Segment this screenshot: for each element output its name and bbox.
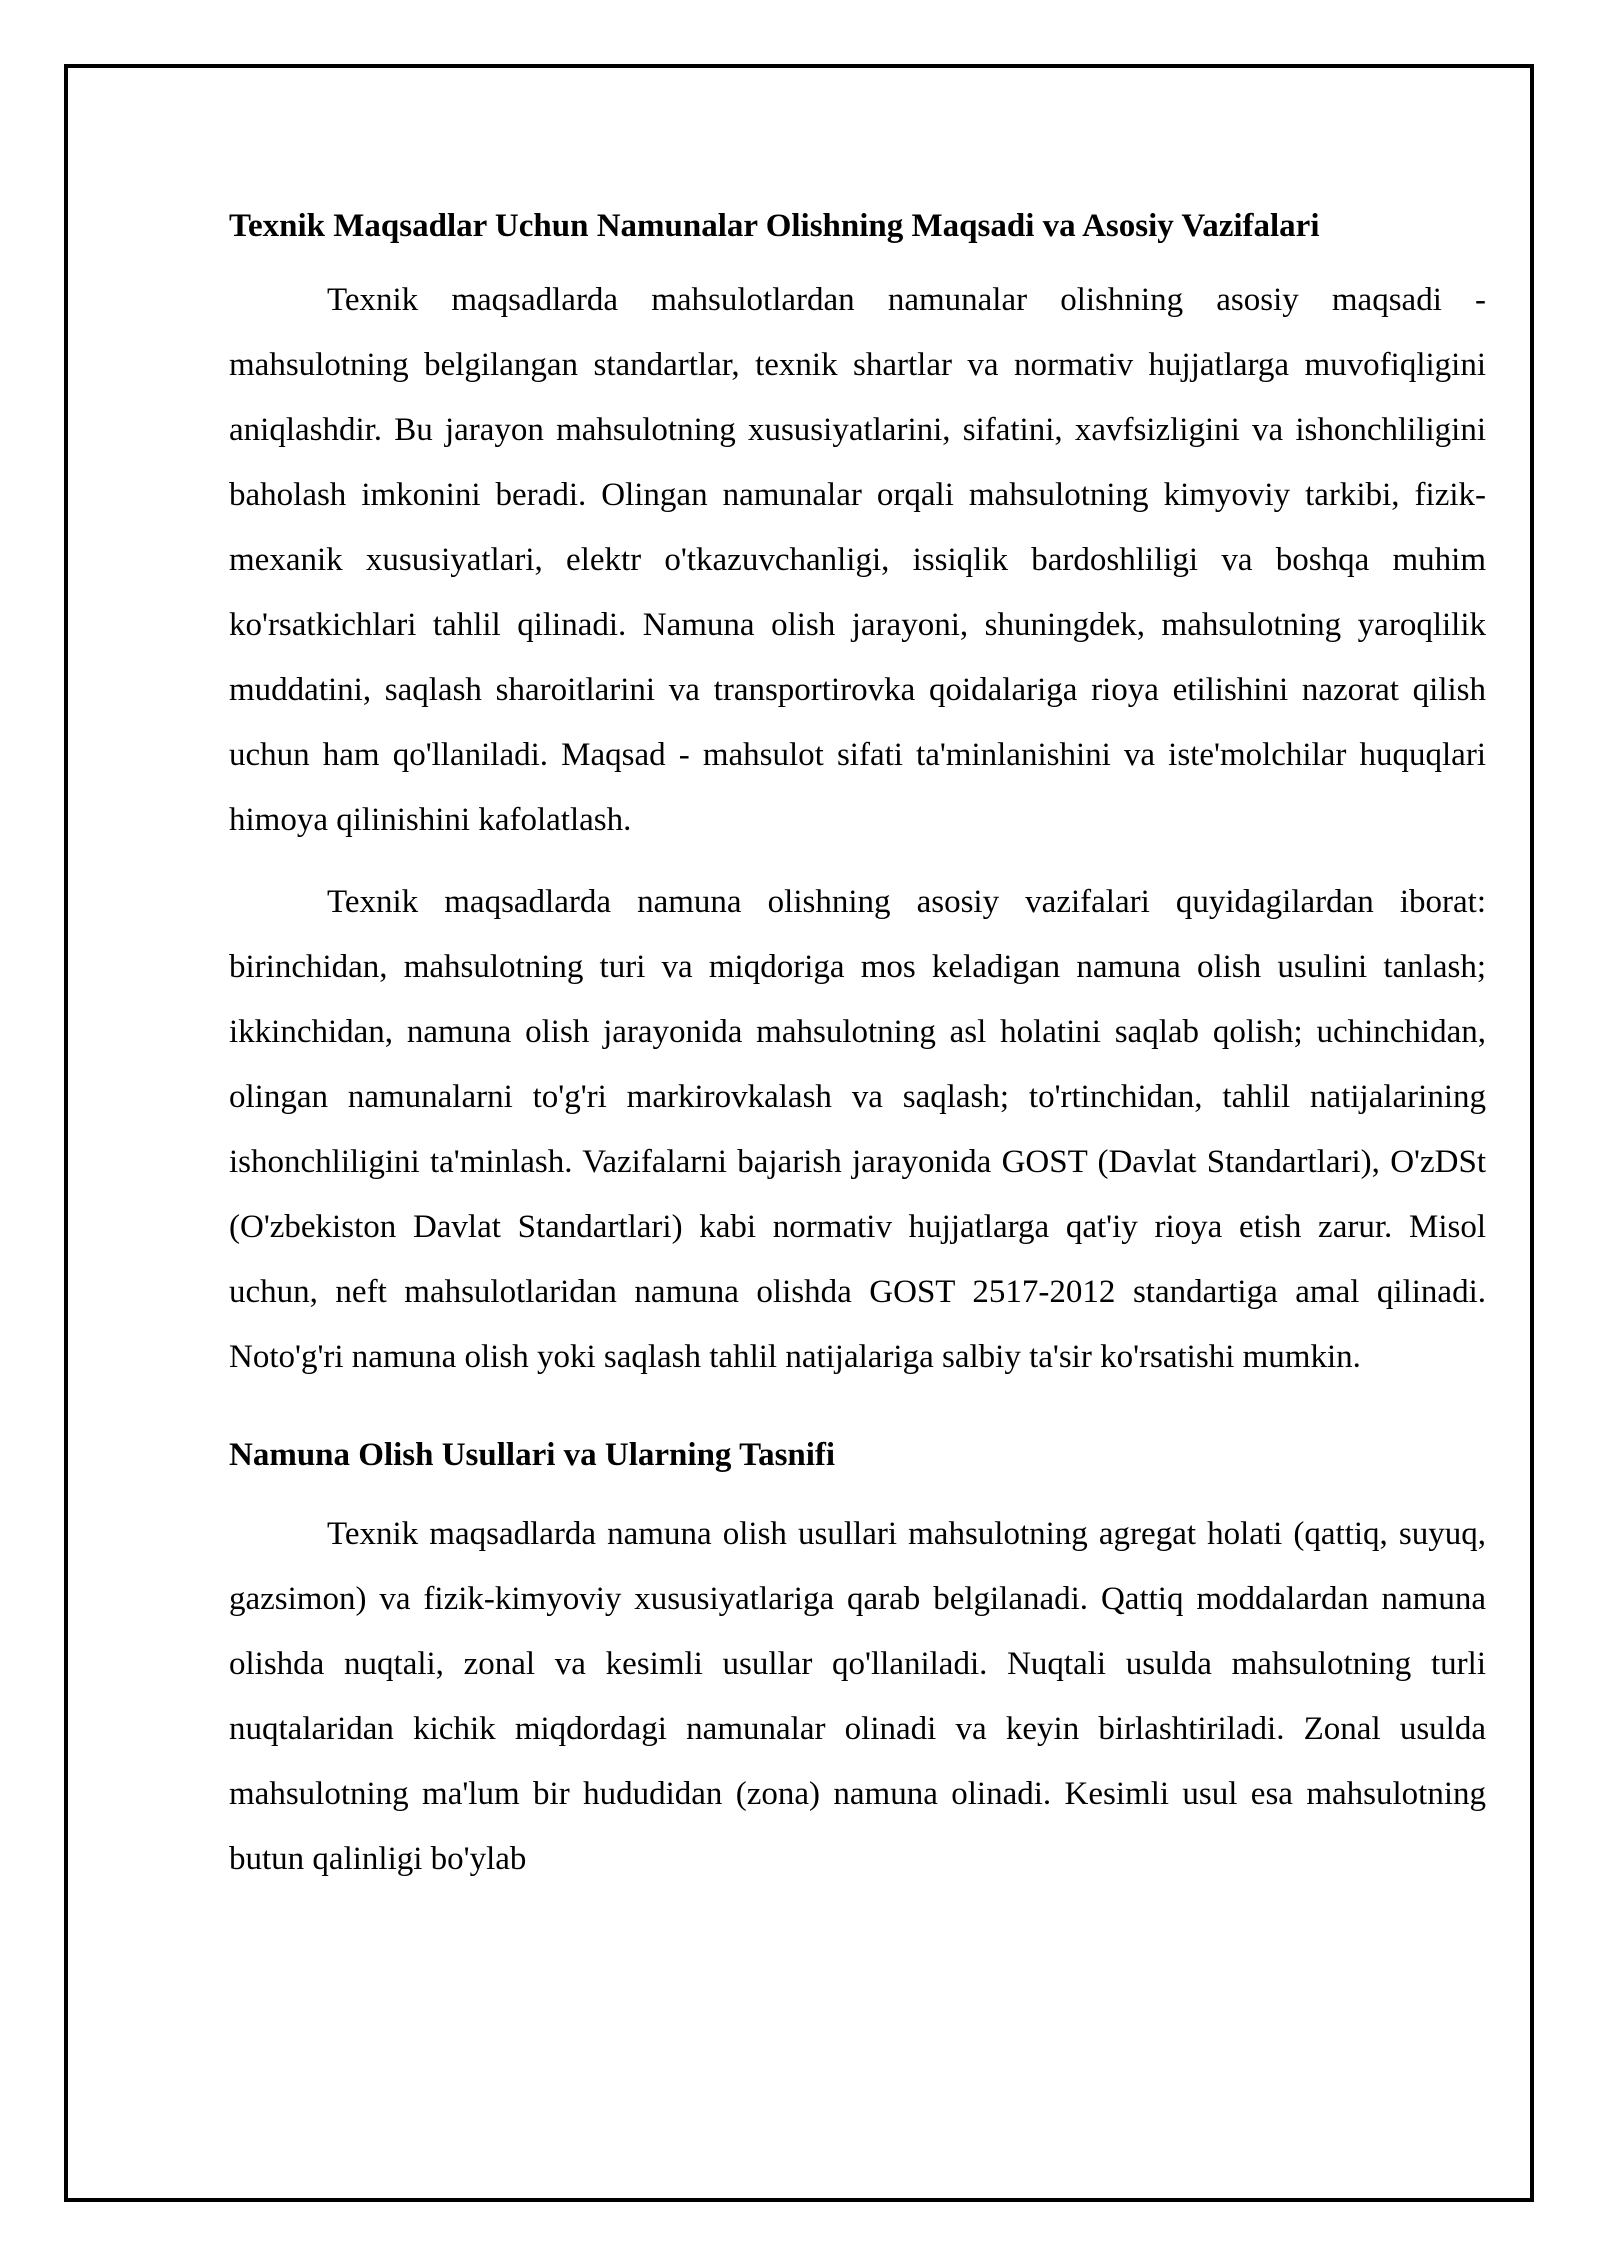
paragraph-sampling-methods: Texnik maqsadlarda namuna olish usullari mahsulotning agregat holati (qattiq, suyuq, gazsimon) va fizik-kimyoviy xususiyatlariga qarab belgilanadi. Qattiq moddalardan namuna olishda nuqtali, zonal va kesimli usullar qo'llaniladi. Nuqtali usulda mahsulotning turli nuqtalaridan kichik miqdordagi namunalar olinadi va keyin birlashtiriladi. Zonal usulda mahsulotning ma'lum bir hududidan (zona) namuna olinadi. Kesimli usul esa mahsulotning butun qalinligi bo'ylab — [229, 1516, 1486, 1877]
section-heading-purpose-and-tasks: Texnik Maqsadlar Uchun Namunalar Olishning Maqsadi va Asosiy Vazifalari — [229, 208, 1320, 244]
paragraph-sampling-tasks: Texnik maqsadlarda namuna olishning asosiy vazifalari quyidagilardan iborat: birinchidan, mahsulotning turi va miqdoriga mos keladigan namuna olish usulini tanlash; ikkinchidan, namuna olish jarayonida mahsulotning asl holatini saqlab qolish; uchinchidan, olingan namunalarni to'g'ri markirovkalash va saqlash; to'rtinchidan, tahlil natijalarining ishonchliligini ta'minlash. Vazifalarni bajarish jarayonida GOST (Davlat Standartlari), O'zDSt (O'zbekiston Davlat Standartlari) kabi normativ hujjatlarga qat'iy rioya etish zarur. Misol uchun, neft mahsulotlaridan namuna olishda GOST 2517-2012 standartiga amal qilinadi. Noto'g'ri namuna olish yoki saqlash tahlil natijalariga salbiy ta'sir ko'rsatishi mumkin. — [229, 884, 1486, 1375]
document-body — [229, 196, 1486, 1892]
paragraph-sampling-purpose: Texnik maqsadlarda mahsulotlardan namunalar olishning asosiy maqsadi - mahsulotning belgilangan standartlar, texnik shartlar va normativ hujjatlarga muvofiqligini aniqlashdir. Bu jarayon mahsulotning xususiyatlarini, sifatini, xavfsizligini va ishonchliligini baholash imkonini beradi. Olingan namunalar orqali mahsulotning kimyoviy tarkibi, fizik-mexanik xususiyatlari, elektr o'tkazuvchanligi, issiqlik bardoshliligi va boshqa muhim ko'rsatkichlari tahlil qilinadi. Namuna olish jarayoni, shuningdek, mahsulotning yaroqlilik muddatini, saqlash sharoitlarini va transportirovka qoidalariga rioya etilishini nazorat qilish uchun ham qo'llaniladi. Maqsad - mahsulot sifati ta'minlanishini va iste'molchilar huquqlari himoya qilinishini kafolatlash. — [229, 282, 1486, 838]
section-heading-sampling-methods: Namuna Olish Usullari va Ularning Tasnifi — [229, 1437, 836, 1473]
